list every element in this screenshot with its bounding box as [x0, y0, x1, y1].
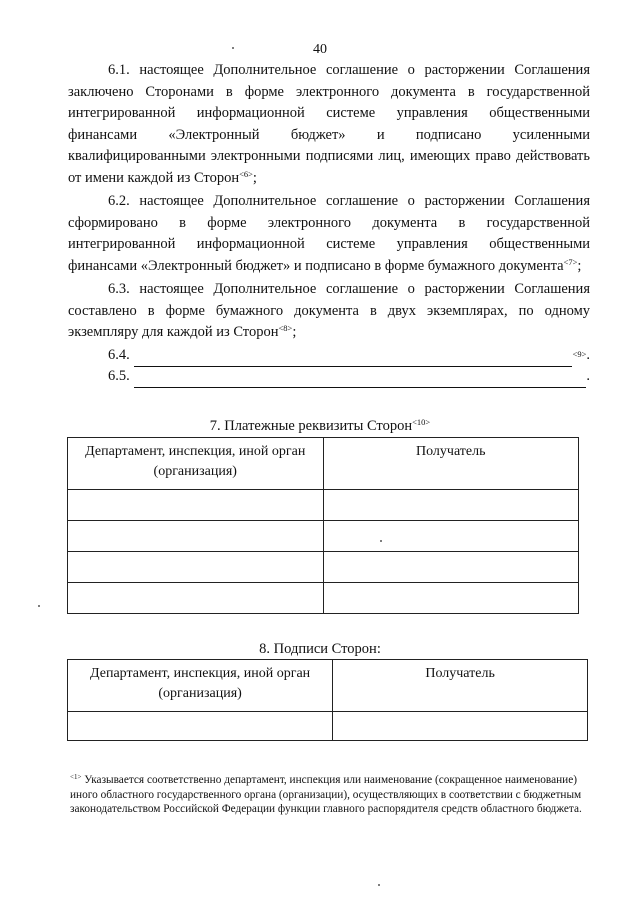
- footnote-ref: <10>: [412, 417, 431, 427]
- item-6-5: 6.5. .: [108, 367, 590, 388]
- scan-speck: [38, 605, 40, 607]
- footnote: $^{<1>}$ Указывается соответственно департамент, инспекция или наименование (сокращенное наименование) иного областного государственного органа (организации), осуществляющих в соответствии с бюджетным законодательством Российской Федерации функции главного распорядителя средств областного бюджета.: [70, 773, 582, 815]
- table-header-department: Департамент, инспекция, иной орган (организация): [68, 438, 324, 490]
- scan-speck: [380, 540, 382, 542]
- table-header-recipient: Получатель: [323, 438, 579, 490]
- item-6-4: 6.4. <9> .: [108, 346, 590, 367]
- table-row: [68, 552, 579, 583]
- table-row: [68, 583, 579, 614]
- document-body: [68, 60, 590, 388]
- paragraph-6-3: 6.3. настоящее Дополнительное соглашение о расторжении Соглашения составлено в форме бумажного документа в двух экземплярах, по одному экземпляру для каждой из Сторон$^{<8>}$;: [68, 281, 590, 340]
- table-header-recipient: Получатель: [333, 660, 588, 712]
- table-row: [68, 712, 588, 741]
- table-row: [68, 521, 579, 552]
- paragraph-6-1: 6.1. настоящее Дополнительное соглашение о расторжении Соглашения заключено Сторонами в форме электронного документа в государственной интегрированной информационной системе управления общественными финансами «Электронный бюджет» и подписано усиленными квалифицированными электронными подписями лиц, имеющих право действовать от имени каждой из Сторон$^{<6>}$;: [68, 62, 590, 186]
- scan-speck: [378, 884, 380, 886]
- section-8-title: 8. Подписи Сторон:: [259, 641, 381, 657]
- section-7-title: 7. Платежные реквизиты Сторон$^{<10>}$: [209, 417, 431, 434]
- signatures-table: [67, 659, 588, 741]
- scan-speck: [232, 47, 234, 49]
- blank-line: [134, 372, 586, 388]
- payment-details-table: [67, 437, 579, 614]
- footnote-marker: <1>: [70, 773, 82, 781]
- table-row: [68, 490, 579, 521]
- blank-line: <9>: [134, 351, 572, 367]
- table-header-department: Департамент, инспекция, иной орган (организация): [68, 660, 333, 712]
- page-number: 40: [313, 42, 327, 57]
- paragraph-6-2: 6.2. настоящее Дополнительное соглашение о расторжении Соглашения сформировано в форме электронного документа в государственной интегрированной информационной системе управления общественными финансами «Электронный бюджет» и подписано в форме бумажного документа$^{<7>}$;: [68, 193, 590, 274]
- footnote-ref: <6>: [239, 168, 253, 179]
- footnote-ref: <8>: [278, 323, 293, 333]
- footnote-ref: <7>: [563, 256, 578, 267]
